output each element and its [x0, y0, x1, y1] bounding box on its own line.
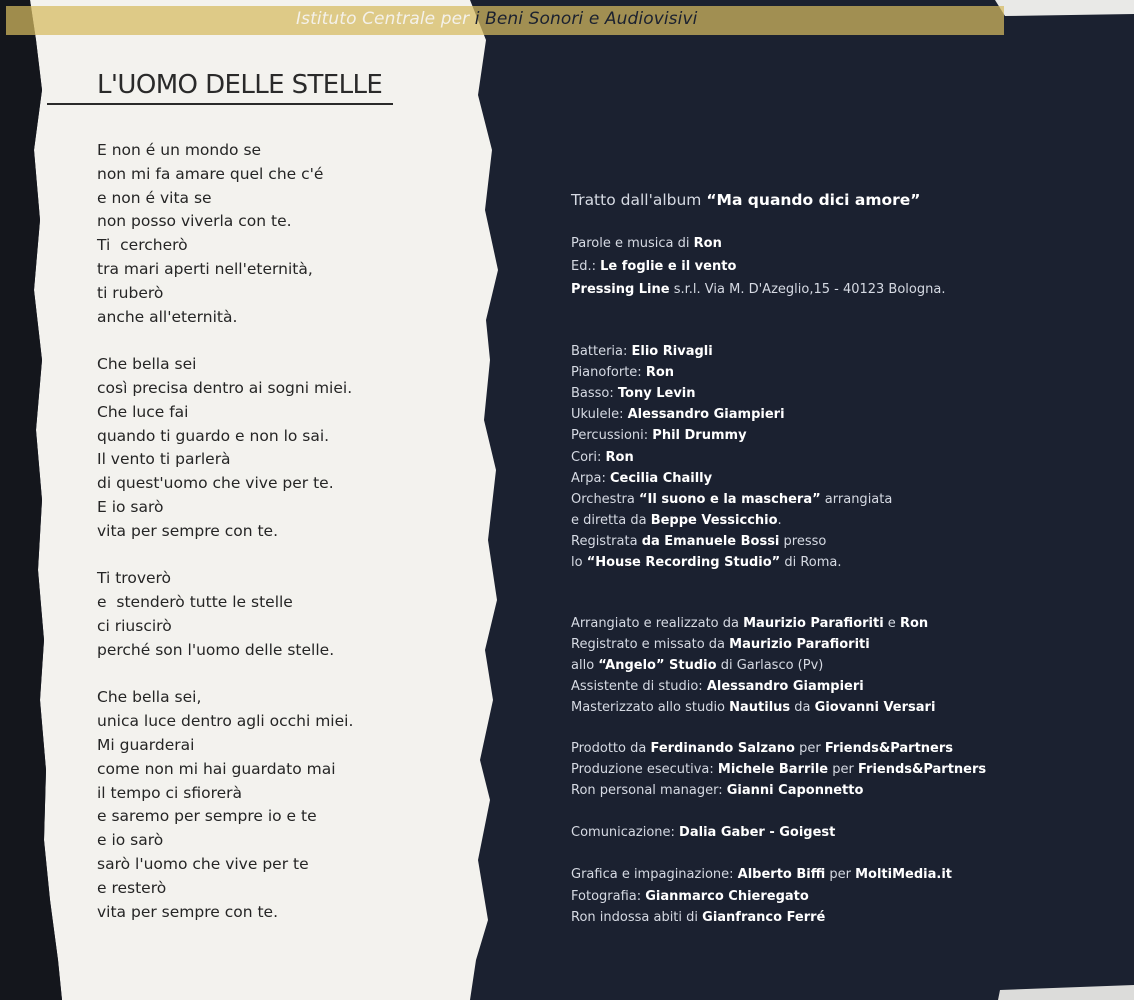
- credit-role: Fotografia:: [571, 888, 646, 904]
- credit-role: Parole e musica di: [571, 236, 694, 251]
- credit-line: [571, 365, 674, 381]
- credit-line: [571, 386, 696, 402]
- credit-line: [571, 407, 785, 423]
- credit-line: [571, 428, 747, 444]
- credit-line: [571, 471, 712, 487]
- credit-role: Ron personal manager:: [571, 783, 727, 798]
- lyrics-stanza: [97, 353, 477, 543]
- credit-line: [571, 741, 953, 757]
- lyrics-stanza: [97, 567, 477, 662]
- lyric-line: Ti troverò: [97, 569, 172, 588]
- credit-role: Pianoforte:: [571, 365, 646, 381]
- credit-role: Batteria:: [571, 344, 632, 359]
- lyric-line: ci riuscirò: [97, 616, 172, 635]
- credit-role: Arrangiato e realizzato da: [571, 616, 744, 631]
- credit-role: Basso:: [571, 386, 618, 402]
- lyric-line: e stenderò tutte le stelle: [97, 593, 293, 612]
- banner-text-part2: i Beni Sonori e Audiovisivi: [474, 9, 698, 29]
- credit-name: Alberto Biffi: [737, 867, 826, 882]
- credit-name: Ron: [899, 616, 929, 631]
- lyric-line: unica luce dentro agli occhi miei.: [97, 712, 354, 731]
- song-title: L'UOMO DELLE STELLE: [97, 70, 383, 100]
- credit-role: Ukulele:: [571, 407, 628, 423]
- credit-line: [571, 910, 825, 926]
- lyric-line: perché son l'uomo delle stelle.: [97, 640, 335, 659]
- credit-name: Alessandro Giampieri: [627, 407, 785, 423]
- credit-line: [571, 344, 713, 360]
- archive-banner-text: [296, 9, 697, 29]
- lyric-line: Che bella sei,: [97, 688, 202, 707]
- lyric-line: vita per sempre con te.: [97, 902, 278, 921]
- credit-line: [571, 236, 722, 252]
- credit-line: [571, 513, 782, 529]
- credit-role: lo: [571, 555, 587, 570]
- credit-line: [571, 450, 634, 466]
- credit-role: Masterizzato allo studio: [571, 700, 730, 715]
- credit-name: Tony Levin: [617, 386, 696, 402]
- credit-role: Registrato e missato da: [571, 637, 730, 652]
- lyric-line: Che bella sei: [97, 355, 197, 374]
- lyric-line: e non é vita se: [97, 188, 212, 207]
- lyric-line: Ti cercherò: [97, 236, 188, 255]
- credit-line: [571, 555, 841, 571]
- lyric-line: e io sarò: [97, 831, 164, 850]
- credit-line: [571, 658, 823, 674]
- credit-role: s.r.l. Via M. D'Azeglio,15 - 40123 Bologna.: [669, 282, 946, 297]
- credit-name: Gianni Caponnetto: [726, 783, 864, 798]
- credit-name: Friends&Partners: [857, 762, 987, 777]
- credit-name: Ron: [645, 365, 675, 381]
- title-underline: [47, 103, 393, 105]
- credit-role: Assistente di studio:: [571, 679, 707, 694]
- credit-name: Ron: [605, 449, 634, 465]
- credit-line: [571, 825, 835, 841]
- credit-role: di Garlasco (Pv): [716, 658, 824, 673]
- credit-role: e diretta da: [571, 512, 651, 528]
- credit-name: Cecilia Chailly: [609, 470, 713, 486]
- lyric-line: quando ti guardo e non lo sai.: [97, 426, 330, 445]
- lyrics-stanza: [97, 139, 477, 329]
- credit-name: da Emanuele Bossi: [641, 533, 780, 549]
- credit-role: di Roma.: [780, 555, 842, 570]
- credit-name: Giovanni Versari: [814, 700, 936, 715]
- credit-name: Le foglie e il vento: [600, 259, 737, 274]
- credit-name: Ron: [693, 236, 722, 251]
- credit-role: Registrata: [571, 533, 642, 549]
- lyric-line: Che luce fai: [97, 402, 189, 421]
- lyric-line: non posso viverla con te.: [97, 212, 292, 231]
- lyrics-block: [97, 139, 477, 948]
- lyric-line: di quest'uomo che vive per te.: [97, 474, 334, 493]
- lyric-line: Il vento ti parlerà: [97, 450, 231, 469]
- credit-name: Beppe Vessicchio: [650, 512, 778, 528]
- credit-name: Pressing Line: [571, 282, 670, 297]
- lyric-line: non mi fa amare quel che c'é: [97, 164, 324, 183]
- credit-name: “Angelo” Studio: [598, 658, 717, 673]
- credit-line: [571, 762, 986, 778]
- credit-role: Ed.:: [571, 259, 601, 274]
- credit-line: [571, 679, 864, 695]
- credit-role: presso: [779, 533, 827, 549]
- credit-line: [571, 282, 945, 298]
- credit-role: per: [828, 762, 858, 777]
- lyric-line: il tempo ci sfiorerà: [97, 783, 243, 802]
- lyric-line: e saremo per sempre io e te: [97, 807, 317, 826]
- credit-name: “House Recording Studio”: [586, 555, 781, 570]
- lyric-line: anche all'eternità.: [97, 307, 238, 326]
- credit-role: arrangiata: [820, 491, 893, 507]
- credit-role: Prodotto da: [571, 741, 651, 756]
- lyric-line: E non é un mondo se: [97, 141, 262, 159]
- credit-name: Gianfranco Ferré: [702, 910, 826, 925]
- lyric-line: sarò l'uomo che vive per te: [97, 854, 309, 873]
- credit-role: per: [825, 867, 856, 882]
- credit-name: Maurizio Parafioriti: [743, 616, 884, 631]
- lyric-line: così precisa dentro ai sogni miei.: [97, 378, 353, 397]
- credit-line: [571, 867, 952, 883]
- credit-role: Comunicazione:: [571, 825, 680, 840]
- album-title: “Ma quando dici amore”: [706, 191, 921, 209]
- credit-line: [571, 259, 736, 275]
- credit-name: Dalia Gaber - Goigest: [679, 825, 836, 840]
- credit-role: Arpa:: [571, 470, 610, 486]
- credit-role: Grafica e impaginazione:: [571, 867, 738, 882]
- credit-line: [571, 637, 870, 653]
- credit-role: Orchestra: [571, 491, 639, 507]
- credit-name: Phil Drummy: [652, 428, 747, 444]
- credit-line: [571, 492, 892, 508]
- lyric-line: tra mari aperti nell'eternità,: [97, 259, 313, 278]
- banner-text-part1: Istituto Centrale per: [296, 9, 475, 29]
- credit-name: Michele Barrile: [717, 762, 829, 777]
- credit-name: Nautilus: [729, 700, 791, 715]
- lyric-line: come non mi hai guardato mai: [97, 759, 336, 778]
- top-right-scan-edge: [995, 0, 1134, 16]
- album-line: [571, 190, 920, 210]
- lyric-line: E io sarò: [97, 497, 164, 516]
- credit-role: per: [794, 741, 825, 756]
- credit-role: Cori:: [571, 449, 606, 465]
- credit-role: Percussioni:: [571, 428, 653, 444]
- credit-name: Maurizio Parafioriti: [729, 637, 870, 652]
- credit-name: Elio Rivagli: [631, 344, 713, 359]
- credit-name: Ferdinando Salzano: [650, 741, 795, 756]
- credit-role: .: [777, 512, 782, 528]
- credit-line: [571, 783, 863, 799]
- album-prefix: Tratto dall'album: [571, 191, 707, 209]
- credit-role: Produzione esecutiva:: [571, 762, 718, 777]
- credit-line: [571, 616, 928, 632]
- credit-line: [571, 889, 809, 905]
- lyric-line: Mi guarderai: [97, 735, 195, 754]
- lyric-line: e resterò: [97, 878, 167, 897]
- credit-role: da: [790, 700, 815, 715]
- credit-name: Alessandro Giampieri: [706, 679, 864, 694]
- lyric-line: ti ruberò: [97, 283, 164, 302]
- credit-line: [571, 700, 935, 716]
- credit-role: Ron indossa abiti di: [571, 910, 703, 925]
- credit-role: e: [883, 616, 900, 631]
- credit-name: MoltiMedia.it: [855, 867, 952, 882]
- lyric-line: vita per sempre con te.: [97, 521, 278, 540]
- lyrics-stanza: [97, 686, 477, 924]
- credit-name: “Il suono e la maschera”: [639, 491, 821, 507]
- credit-name: Gianmarco Chieregato: [645, 888, 809, 904]
- credit-role: allo: [571, 658, 599, 673]
- credit-name: Friends&Partners: [824, 741, 954, 756]
- credit-line: [571, 534, 826, 550]
